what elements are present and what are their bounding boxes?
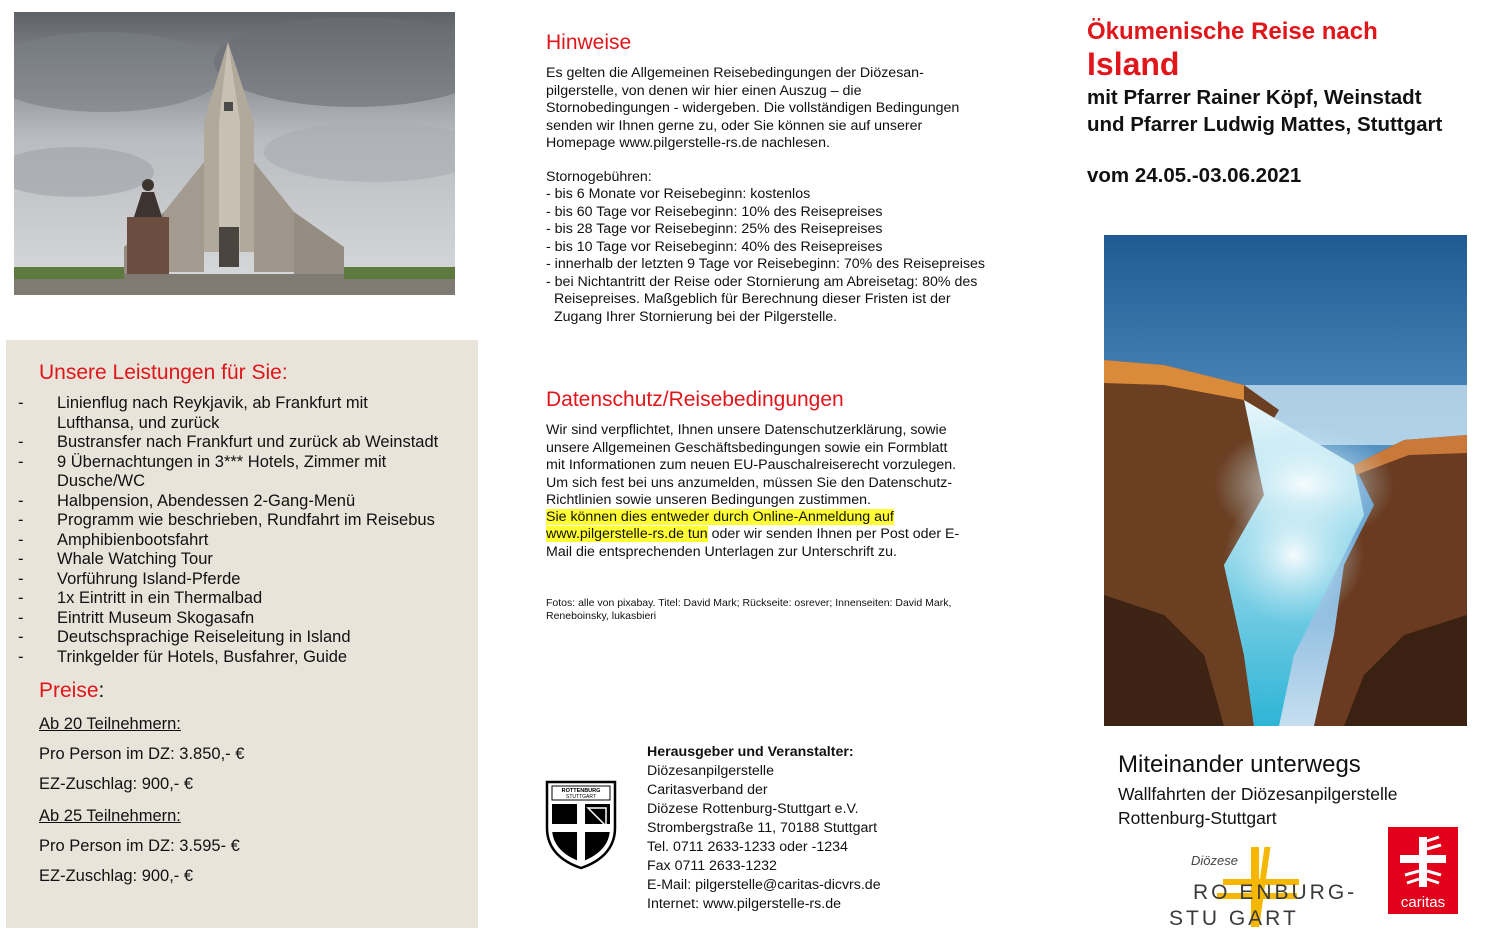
privacy-line: Richtlinien sowie unseren Bedingungen zustimmen. bbox=[546, 492, 871, 508]
service-item bbox=[18, 648, 473, 668]
notes-body bbox=[546, 65, 1006, 153]
service-text bbox=[57, 453, 386, 492]
service-text bbox=[57, 589, 262, 609]
service-text-line: Whale Watching Tour bbox=[57, 550, 213, 568]
service-item bbox=[18, 570, 473, 590]
rottenburg-stuttgart-crest-logo bbox=[544, 780, 618, 870]
publisher-line: Strombergstraße 11, 70188 Stuttgart bbox=[647, 820, 878, 836]
service-item bbox=[18, 492, 473, 512]
credits-line-2: Reneboinsky, lukasbieri bbox=[546, 610, 657, 622]
service-text bbox=[57, 628, 351, 648]
privacy-body bbox=[546, 422, 1006, 510]
service-item bbox=[18, 609, 473, 629]
publisher-line: Fax 0711 2633-1232 bbox=[647, 858, 777, 874]
service-bullet: - bbox=[18, 550, 24, 568]
service-bullet: - bbox=[18, 491, 24, 510]
prices-heading bbox=[39, 679, 104, 703]
service-bullet: - bbox=[18, 530, 24, 549]
price-group-25-ez: EZ-Zuschlag: 900,- € bbox=[39, 867, 194, 885]
publisher-title: Herausgeber und Veranstalter: bbox=[647, 744, 854, 760]
publisher-line: Caritasverband der bbox=[647, 782, 768, 798]
service-text bbox=[57, 394, 368, 433]
service-bullet: - bbox=[18, 433, 24, 451]
privacy-highlight-2: www.pilgerstelle-rs.de tun bbox=[546, 526, 708, 542]
trip-country: Island bbox=[1087, 46, 1180, 82]
service-text bbox=[57, 511, 435, 531]
service-bullet: - bbox=[18, 608, 24, 627]
crest-text-1: ROTTENBURG bbox=[561, 788, 601, 794]
trip-leader-1: mit Pfarrer Rainer Köpf, Weinstadt bbox=[1087, 86, 1422, 109]
privacy-line: mit Informationen zum neuen EU-Pauschalreiserecht vorzulegen. bbox=[546, 457, 957, 473]
credits-line-1: Fotos: alle von pixabay. Titel: David Mark; Rückseite: osrever; Innenseiten: David Mark, bbox=[546, 597, 952, 609]
storno-item: - bis 28 Tage vor Reisebeginn: 25% des Reisepreises bbox=[546, 221, 883, 237]
service-bullet: - bbox=[18, 511, 24, 529]
privacy-heading: Datenschutz/Reisebedingungen bbox=[546, 388, 844, 411]
privacy-line: Wir sind verpflichtet, Ihnen unsere Datenschutzerklärung, sowie bbox=[546, 422, 947, 438]
notes-line: senden wir Ihnen gerne zu, oder Sie können sie auf unserer bbox=[546, 117, 923, 134]
storno-item: - bis 60 Tage vor Reisebeginn: 10% des Reisepreises bbox=[546, 203, 883, 220]
dioezese-line-2: STU GART bbox=[1169, 907, 1299, 928]
services-heading: Unsere Leistungen für Sie: bbox=[39, 361, 288, 384]
service-text-line: Bustransfer nach Frankfurt und zurück ab Weinstadt bbox=[57, 433, 439, 451]
subtagline-1: Wallfahrten der Diözesanpilgerstelle bbox=[1118, 784, 1398, 804]
service-text bbox=[57, 492, 355, 512]
subtagline-2: Rottenburg-Stuttgart bbox=[1118, 808, 1277, 828]
church-photo bbox=[14, 12, 455, 295]
waterfall-photo bbox=[1104, 235, 1467, 726]
service-bullet: - bbox=[18, 589, 24, 607]
service-text bbox=[57, 550, 213, 570]
notes-line: Es gelten die Allgemeinen Reisebedingungen der Diözesan- bbox=[546, 65, 924, 81]
service-text-line: Eintritt Museum Skogasafn bbox=[57, 608, 255, 627]
service-text-line: Vorführung Island-Pferde bbox=[57, 569, 241, 588]
caritas-logo bbox=[1388, 827, 1458, 914]
service-bullet: - bbox=[18, 452, 24, 471]
service-text-line: Lufthansa, und zurück bbox=[57, 413, 220, 432]
service-text-line: Deutschsprachige Reiseleitung in Island bbox=[57, 628, 351, 646]
service-item bbox=[18, 433, 473, 453]
service-text-line: Halbpension, Abendessen 2-Gang-Menü bbox=[57, 491, 356, 510]
publisher-line: Internet: www.pilgerstelle-rs.de bbox=[647, 896, 841, 912]
service-bullet: - bbox=[18, 394, 24, 412]
service-text-line: Programm wie beschrieben, Rundfahrt im Reisebus bbox=[57, 511, 435, 529]
prices-heading-text: Preise bbox=[39, 679, 99, 702]
crest-text-2: STUTTGART bbox=[566, 794, 596, 800]
tagline: Miteinander unterwegs bbox=[1118, 751, 1361, 778]
dioezese-small-text: Diözese bbox=[1191, 853, 1238, 868]
service-text bbox=[57, 648, 347, 668]
publisher-line: Tel. 0711 2633-1233 oder -1234 bbox=[647, 839, 848, 855]
service-text bbox=[57, 609, 254, 629]
price-group-20-dz: Pro Person im DZ: 3.850,- € bbox=[39, 745, 245, 763]
notes-line: Stornobedingungen - widergeben. Die vollständigen Bedingungen bbox=[546, 100, 960, 116]
publisher-line: Diözesanpilgerstelle bbox=[647, 763, 774, 779]
privacy-line: Um sich fest bei uns anzumelden, müssen Sie den Datenschutz- bbox=[546, 474, 953, 491]
trip-leader-2: und Pfarrer Ludwig Mattes, Stuttgart bbox=[1087, 113, 1443, 136]
service-item bbox=[18, 394, 473, 433]
service-text-line: Amphibienbootsfahrt bbox=[57, 530, 209, 549]
service-item bbox=[18, 550, 473, 570]
publisher-line: E-Mail: pilgerstelle@caritas-dicvrs.de bbox=[647, 877, 881, 893]
service-text-line: 1x Eintritt in ein Thermalbad bbox=[57, 589, 263, 607]
storno-item: - bis 10 Tage vor Reisebeginn: 40% des Reisepreises bbox=[546, 238, 883, 255]
service-bullet: - bbox=[18, 628, 24, 646]
storno-item: - bei Nichtantritt der Reise oder Stornierung am Abreisetag: 80% des Reisepreises. Maßgeblich für Berechnung dieser Fristen ist der Zugang Ihrer Stornierung bei der Pilgerstelle. bbox=[546, 273, 978, 325]
prices-heading-colon: : bbox=[98, 679, 105, 702]
caritas-text: caritas bbox=[1400, 894, 1446, 911]
privacy-last-line: Mail die entsprechenden Unterlagen zur Unterschrift zu. bbox=[546, 544, 897, 560]
service-item bbox=[18, 628, 473, 648]
service-item bbox=[18, 589, 473, 609]
publisher-block bbox=[647, 743, 967, 914]
price-group-20-label: Ab 20 Teilnehmern: bbox=[39, 715, 181, 733]
storno-item: - bis 6 Monate vor Reisebeginn: kostenlos bbox=[546, 186, 811, 202]
publisher-lines bbox=[647, 762, 967, 914]
photo-credits bbox=[546, 597, 1016, 623]
service-bullet: - bbox=[18, 647, 24, 666]
privacy-line: unsere Allgemeinen Geschäftsbedingungen sowie ein Formblatt bbox=[546, 439, 948, 456]
privacy-rest: oder wir senden Ihnen per Post oder E- bbox=[707, 526, 960, 542]
publisher-line: Diözese Rottenburg-Stuttgart e.V. bbox=[647, 801, 859, 817]
notes-line: pilgerstelle, von denen wir hier einen Auszug – die bbox=[546, 82, 862, 99]
services-list bbox=[18, 394, 473, 667]
privacy-mixed-line bbox=[546, 526, 1006, 544]
privacy-highlight-1: Sie können dies entweder durch Online-Anmeldung auf bbox=[546, 509, 894, 525]
service-bullet: - bbox=[18, 569, 24, 588]
price-group-25-dz: Pro Person im DZ: 3.595- € bbox=[39, 837, 240, 855]
storno-heading: Stornogebühren: bbox=[546, 169, 652, 185]
service-text-line: Linienflug nach Reykjavik, ab Frankfurt mit bbox=[57, 394, 368, 412]
service-text-line: 9 Übernachtungen in 3*** Hotels, Zimmer mit bbox=[57, 452, 387, 471]
service-item bbox=[18, 453, 473, 492]
service-text bbox=[57, 433, 438, 453]
notes-heading: Hinweise bbox=[546, 31, 632, 54]
service-item bbox=[18, 531, 473, 551]
price-group-25-label: Ab 25 Teilnehmern: bbox=[39, 807, 181, 825]
service-text bbox=[57, 570, 240, 590]
dioezese-line-1: RO ENBURG- bbox=[1193, 881, 1358, 904]
service-item bbox=[18, 511, 473, 531]
service-text bbox=[57, 531, 208, 551]
notes-line: Homepage www.pilgerstelle-rs.de nachlesen. bbox=[546, 135, 830, 151]
service-text-line: Dusche/WC bbox=[57, 472, 146, 490]
storno-item: - innerhalb der letzten 9 Tage vor Reisebeginn: 70% des Reisepreises bbox=[546, 256, 986, 272]
privacy-highlight-line bbox=[546, 509, 1006, 527]
service-text-line: Trinkgelder für Hotels, Busfahrer, Guide bbox=[57, 647, 348, 666]
dioezese-rottenburg-stuttgart-logo bbox=[1165, 843, 1370, 928]
price-group-20-ez: EZ-Zuschlag: 900,- € bbox=[39, 775, 194, 793]
trip-title: Ökumenische Reise nach bbox=[1087, 18, 1378, 45]
trip-dates: vom 24.05.-03.06.2021 bbox=[1087, 164, 1302, 187]
storno-list bbox=[546, 186, 1001, 326]
